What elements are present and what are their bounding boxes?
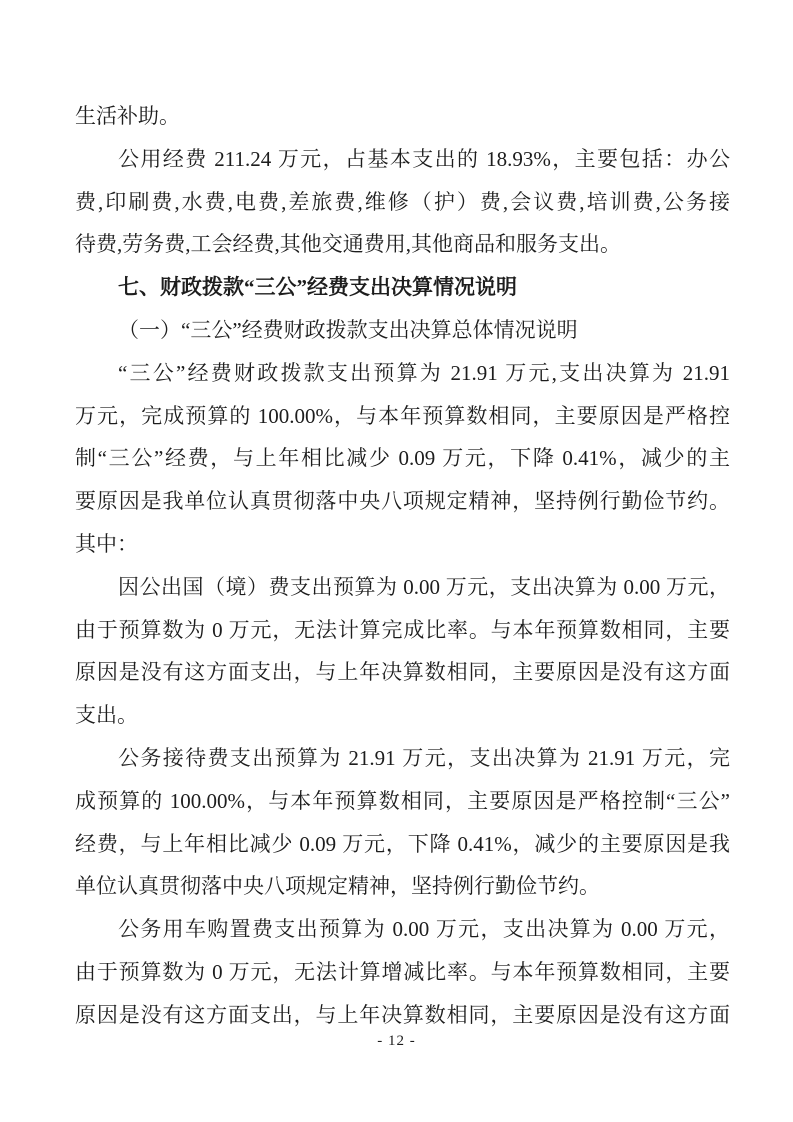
text-line: 经费，与上年相比减少 0.09 万元，下降 0.41%，减少的主要原因是我 xyxy=(75,831,730,856)
section-heading: 七、财政拨款“三公”经费支出决算情况说明 xyxy=(118,275,517,300)
text-line: 由于预算数为 0 万元，无法计算增减比率。与本年预算数相同，主要 xyxy=(75,959,730,984)
text-line: 要原因是我单位认真贯彻落中央八项规定精神，坚持例行勤俭节约。 xyxy=(75,489,730,514)
text-line: 支出。 xyxy=(75,703,138,728)
text-line: 生活补助。 xyxy=(75,104,180,128)
text-line: 制“三公”经费，与上年相比减少 0.09 万元，下降 0.41%，减少的主 xyxy=(75,446,730,471)
page-number: - 12 - xyxy=(377,1033,416,1049)
text-line: 公务用车购置费支出预算为 0.00 万元，支出决算为 0.00 万元， xyxy=(118,917,730,942)
text-line: “三公”经费财政拨款支出预算为 21.91 万元,支出决算为 21.91 xyxy=(118,360,730,385)
text-line: 原因是没有这方面支出，与上年决算数相同，主要原因是没有这方面 xyxy=(75,1002,730,1027)
text-line: 待费,劳务费,工会经费,其他交通费用,其他商品和服务支出。 xyxy=(75,232,621,257)
text-line: 其中： xyxy=(75,531,138,556)
text-line: 公务接待费支出预算为 21.91 万元，支出决算为 21.91 万元，完 xyxy=(118,745,730,770)
text-line: 原因是没有这方面支出，与上年决算数相同，主要原因是没有这方面 xyxy=(75,660,730,685)
text-line: 由于预算数为 0 万元，无法计算完成比率。与本年预算数相同，主要 xyxy=(75,617,730,642)
text-line: 公用经费 211.24 万元，占基本支出的 18.93%，主要包括：办公 xyxy=(118,146,730,171)
text-line: 单位认真贯彻落中央八项规定精神，坚持例行勤俭节约。 xyxy=(75,874,600,899)
text-line: 成预算的 100.00%，与本年预算数相同，主要原因是严格控制“三公” xyxy=(75,788,730,813)
text-line: 因公出国（境）费支出预算为 0.00 万元，支出决算为 0.00 万元， xyxy=(118,574,730,599)
text-line: 费,印刷费,水费,电费,差旅费,维修（护）费,会议费,培训费,公务接 xyxy=(75,189,730,214)
document-body xyxy=(75,95,730,1037)
text-line: 万元，完成预算的 100.00%，与本年预算数相同，主要原因是严格控 xyxy=(75,403,730,428)
text-line: （一）“三公”经费财政拨款支出决算总体情况说明 xyxy=(118,317,578,342)
